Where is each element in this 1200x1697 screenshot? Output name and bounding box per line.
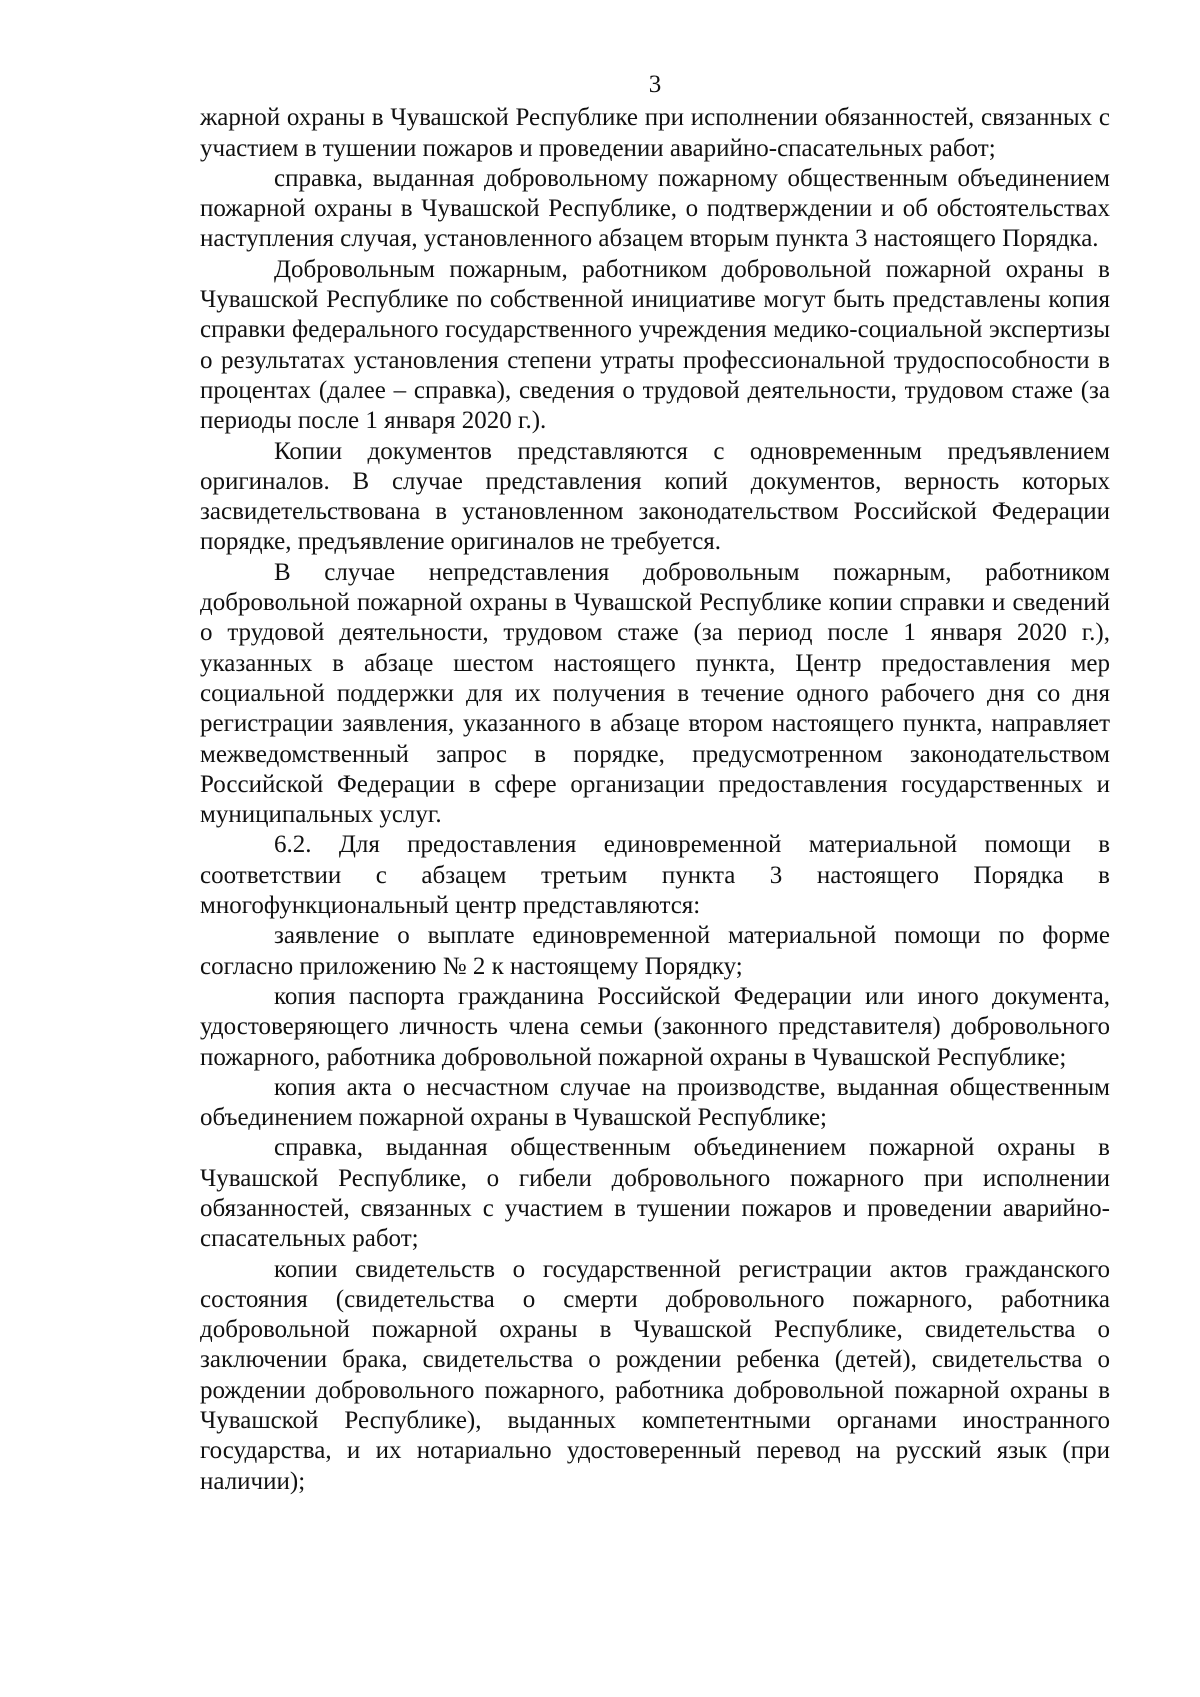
document-page <box>200 70 1110 1497</box>
paragraph: копии свидетельств о государственной регистрации актов гражданского состояния (свидетельства о смерти добровольного пожарного, работника добровольной пожарной охраны в Чувашской Республике, свидетельства о заключении брака, свидетельства о рождении ребенка (детей), свидетельства о рождении добровольного пожарного, работника добровольной пожарной охраны в Чувашской Республике), выданных компетентными органами иностранного государства, и их нотариально удостоверенный перевод на русский язык (при наличии); <box>200 1255 1110 1495</box>
paragraph: копия паспорта гражданина Российской Федерации или иного документа, удостоверяющего личность члена семьи (законного представителя) добровольного пожарного, работника добровольной пожарной охраны в Чувашской Республике; <box>200 982 1110 1071</box>
paragraph: справка, выданная общественным объединением пожарной охраны в Чувашской Республике, о гибели добровольного пожарного при исполнении обязанностей, связанных с участием в тушении пожаров и проведении аварийно-спасательных работ; <box>200 1134 1110 1253</box>
paragraph: Добровольным пожарным, работником добровольной пожарной охраны в Чувашской Республике по собственной инициативе могут быть представлены копия справки федерального государственного учреждения медико-социальной экспертизы о результатах установления степени утраты профессиональной трудоспособности в процентах (далее – справка), сведения о трудовой деятельности, трудовом стаже (за периоды после 1 января 2020 г.). <box>200 255 1110 435</box>
paragraph: копия акта о несчастном случае на производстве, выданная общественным объединением пожарной охраны в Чувашской Республике; <box>200 1073 1110 1132</box>
paragraph: Копии документов представляются с одновременным предъявлением оригиналов. В случае представления копий документов, верность которых засвидетельствована в установленном законодательством Российской Федерации порядке, предъявление оригиналов не требуется. <box>200 437 1110 556</box>
page-number: 3 <box>648 71 662 98</box>
paragraph: В случае непредставления добровольным пожарным, работником добровольной пожарной охраны в Чувашской Республике копии справки и сведений о трудовой деятельности, трудовом стаже (за период после 1 января 2020 г.), указанных в абзаце шестом настоящего пункта, Центр предоставления мер социальной поддержки для их получения в течение одного рабочего дня со дня регистрации заявления, указанного в абзаце втором настоящего пункта, направляет межведомственный запрос в порядке, предусмотренном законодательством Российской Федерации в сфере организации предоставления государственных и муниципальных услуг. <box>200 558 1110 829</box>
paragraph: справка, выданная добровольному пожарному общественным объединением пожарной охраны в Чувашской Республике, о подтверждении и об обстоятельствах наступления случая, установленного абзацем вторым пункта 3 настоящего Порядка. <box>200 164 1110 253</box>
paragraph: заявление о выплате единовременной материальной помощи по форме согласно приложению № 2 к настоящему Порядку; <box>200 922 1110 980</box>
paragraph: жарной охраны в Чувашской Республике при исполнении обязанностей, связанных с участием в тушении пожаров и проведении аварийно-спасательных работ; <box>200 104 1110 162</box>
paragraph: 6.2. Для предоставления единовременной материальной помощи в соответствии с абзацем третьим пункта 3 настоящего Порядка в многофункциональный центр представляются: <box>200 831 1110 920</box>
